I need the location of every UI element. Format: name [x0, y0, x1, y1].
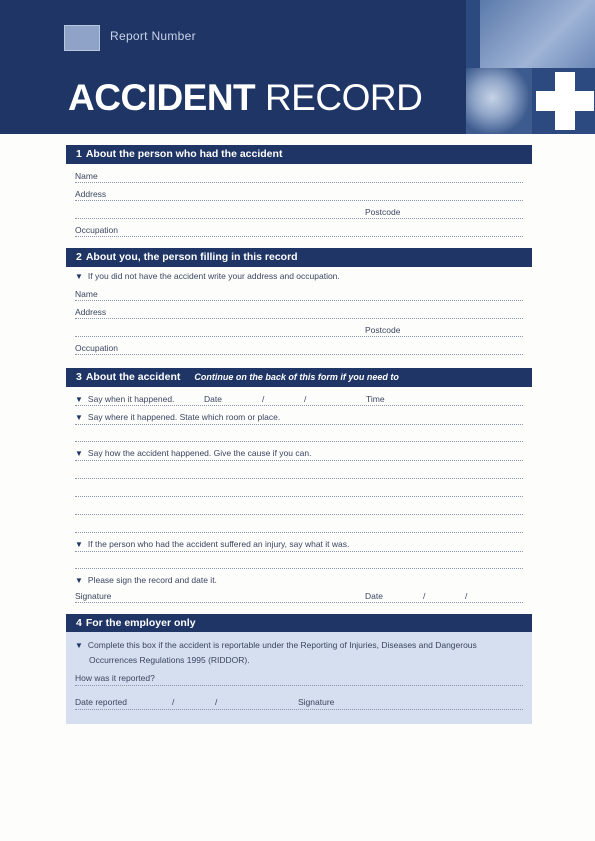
s3-where-field-1[interactable] [75, 424, 523, 425]
s3-time-label: Time [366, 394, 385, 404]
s4-signature-label: Signature [298, 697, 335, 707]
s4-instruction-1: ▼ Complete this box if the accident is reportable under the Reporting of Injuries, Diseases and Dangerous [75, 640, 477, 650]
page-title [68, 78, 422, 118]
first-aid-cross-icon [536, 72, 594, 130]
s3-signature-field[interactable] [75, 602, 523, 603]
s1-address-field-2[interactable] [75, 218, 523, 219]
s3-date-slash-2: / [304, 394, 307, 404]
s2-occupation-label: Occupation [75, 343, 118, 353]
s1-address-label: Address [75, 189, 107, 199]
s3-injury-field-1[interactable] [75, 551, 523, 552]
arrow-down-icon: ▼ [75, 641, 83, 650]
s3-sign-instruction: ▼ Please sign the record and date it. [75, 575, 217, 585]
s2-postcode-label: Postcode [365, 325, 401, 335]
s3-when-label: ▼ Say when it happened. [75, 394, 175, 404]
s4-how-reported-label: How was it reported? [75, 673, 155, 683]
s1-occupation-field[interactable] [75, 236, 523, 237]
s3-date2-label: Date [365, 591, 383, 601]
section-2-header: 2 About you, the person filling in this record [66, 248, 532, 267]
s1-name-field[interactable] [75, 182, 523, 183]
s3-where-field-2[interactable] [75, 441, 523, 442]
title-bold: ACCIDENT [68, 77, 256, 118]
s3-how-field-1[interactable] [75, 460, 523, 461]
s4-date-signature-field[interactable] [75, 709, 523, 710]
s3-how-field-5[interactable] [75, 532, 523, 533]
s3-date-label: Date [204, 394, 222, 404]
s3-injury-field-2[interactable] [75, 568, 523, 569]
report-number-label: Report Number [110, 29, 196, 43]
s2-name-field[interactable] [75, 300, 523, 301]
section-3-header: 3 About the accident Continue on the back of this form if you need to [66, 368, 532, 387]
s2-address-label: Address [75, 307, 107, 317]
s3-how-field-3[interactable] [75, 496, 523, 497]
s2-name-label: Name [75, 289, 98, 299]
section-4-header: 4 For the employer only [66, 614, 532, 633]
title-light: RECORD [264, 77, 423, 118]
s1-address-field[interactable] [75, 200, 523, 201]
report-number-field[interactable] [64, 25, 100, 51]
s4-date-slash-1: / [172, 697, 175, 707]
s2-occupation-field[interactable] [75, 354, 523, 355]
s3-when-field[interactable] [75, 405, 523, 406]
s3-how-field-4[interactable] [75, 514, 523, 515]
s1-postcode-label: Postcode [365, 207, 401, 217]
s3-signature-label: Signature [75, 591, 112, 601]
arrow-down-icon: ▼ [75, 395, 83, 404]
s3-date2-slash-1: / [423, 591, 426, 601]
s3-how-field-2[interactable] [75, 478, 523, 479]
arrow-down-icon: ▼ [75, 540, 83, 549]
arrow-down-icon: ▼ [75, 272, 83, 281]
s4-date-reported-label: Date reported [75, 697, 127, 707]
s1-name-label: Name [75, 171, 98, 181]
s4-how-reported-field[interactable] [75, 685, 523, 686]
arrow-down-icon: ▼ [75, 413, 83, 422]
s3-date-slash-1: / [262, 394, 265, 404]
s3-where-label: ▼ Say where it happened. State which room or place. [75, 412, 281, 422]
s4-date-slash-2: / [215, 697, 218, 707]
s3-injury-label: ▼ If the person who had the accident suffered an injury, say what it was. [75, 539, 350, 549]
arrow-down-icon: ▼ [75, 576, 83, 585]
s2-address-field-2[interactable] [75, 336, 523, 337]
s3-how-label: ▼ Say how the accident happened. Give the cause if you can. [75, 448, 312, 458]
s1-occupation-label: Occupation [75, 225, 118, 235]
arrow-down-icon: ▼ [75, 449, 83, 458]
section-1-header: 1 About the person who had the accident [66, 145, 532, 164]
s3-date2-slash-2: / [465, 591, 468, 601]
s4-instruction-2: Occurrences Regulations 1995 (RIDDOR). [89, 655, 250, 665]
s2-instruction: ▼ If you did not have the accident write your address and occupation. [75, 271, 340, 281]
s2-address-field[interactable] [75, 318, 523, 319]
